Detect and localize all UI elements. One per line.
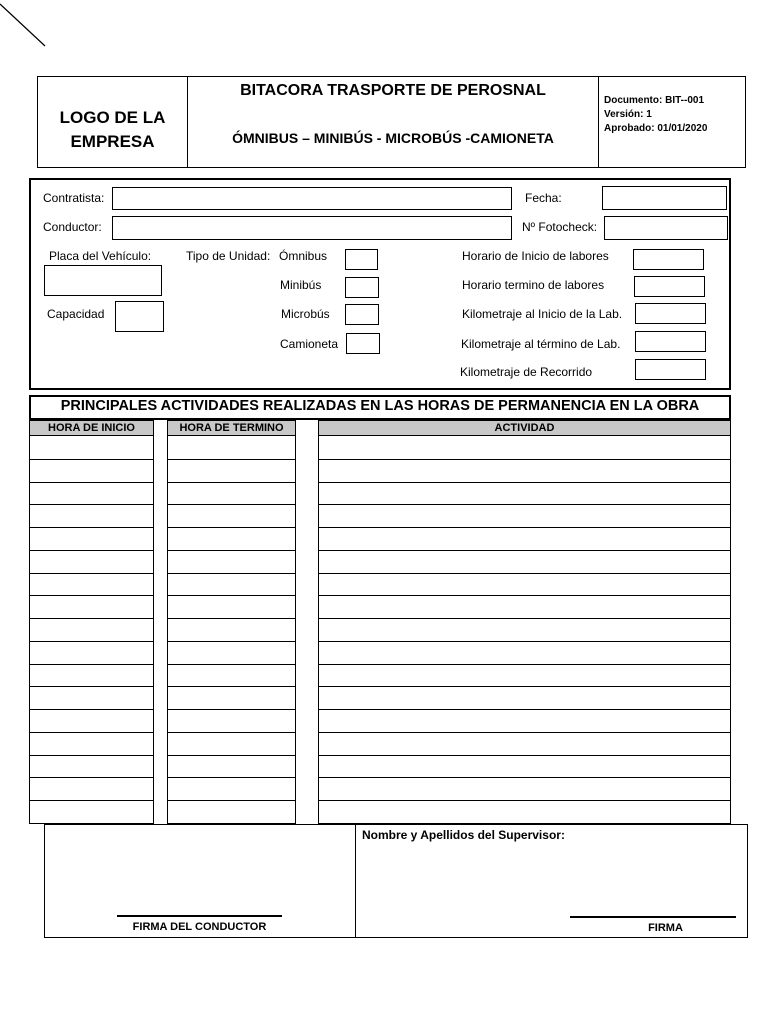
camioneta-label: Camioneta — [280, 337, 339, 351]
activity-cell[interactable] — [29, 801, 154, 824]
omnibus-label: Ómnibus — [279, 249, 328, 263]
tipo-unidad-label: Tipo de Unidad: — [186, 249, 271, 263]
activity-cell[interactable] — [318, 642, 731, 665]
activity-cell[interactable] — [167, 483, 296, 506]
horario-termino-field[interactable] — [634, 276, 705, 297]
activity-cell[interactable] — [29, 733, 154, 756]
activity-cell[interactable] — [318, 574, 731, 597]
conductor-label: Conductor: — [43, 220, 102, 234]
microbus-label: Microbús — [281, 307, 330, 321]
col-header-hora-inicio: HORA DE INICIO — [29, 420, 154, 436]
activity-cell[interactable] — [167, 460, 296, 483]
activity-cell[interactable] — [29, 460, 154, 483]
activity-cell[interactable] — [318, 483, 731, 506]
capacidad-label: Capacidad — [47, 307, 105, 321]
activity-cell[interactable] — [167, 687, 296, 710]
activity-cell[interactable] — [318, 778, 731, 801]
document-title: BITACORA TRASPORTE DE PEROSNAL — [240, 82, 546, 99]
km-inicio-field[interactable] — [635, 303, 706, 324]
activity-cell[interactable] — [29, 596, 154, 619]
activity-cell[interactable] — [318, 551, 731, 574]
activity-cell[interactable] — [29, 665, 154, 688]
activity-cell[interactable] — [167, 619, 296, 642]
activity-cell[interactable] — [29, 483, 154, 506]
activity-cell[interactable] — [167, 437, 296, 460]
activity-cell[interactable] — [318, 460, 731, 483]
camioneta-checkbox[interactable] — [346, 333, 380, 354]
activity-cell[interactable] — [29, 778, 154, 801]
firma-label: FIRMA — [648, 922, 683, 934]
activity-cell[interactable] — [167, 528, 296, 551]
activity-cell[interactable] — [167, 505, 296, 528]
horario-inicio-field[interactable] — [633, 249, 704, 270]
fotocheck-field[interactable] — [604, 216, 728, 240]
activity-cell[interactable] — [318, 801, 731, 824]
activity-cell[interactable] — [29, 574, 154, 597]
activity-cell[interactable] — [167, 596, 296, 619]
placa-field[interactable] — [44, 265, 162, 296]
activity-cell[interactable] — [167, 642, 296, 665]
supervisor-signature-line — [570, 916, 736, 918]
activity-cell[interactable] — [29, 756, 154, 779]
activity-cell[interactable] — [167, 778, 296, 801]
activity-cell[interactable] — [29, 710, 154, 733]
horario-inicio-label: Horario de Inicio de labores — [462, 249, 609, 263]
contratista-field[interactable] — [112, 187, 512, 210]
activity-cell[interactable] — [167, 710, 296, 733]
activity-cell[interactable] — [167, 574, 296, 597]
firma-conductor-label: FIRMA DEL CONDUCTOR — [132, 921, 267, 933]
activity-cell[interactable] — [29, 437, 154, 460]
placa-label: Placa del Vehículo: — [49, 249, 152, 263]
document-code: Documento: BIT--001 — [604, 95, 705, 106]
activity-cell[interactable] — [167, 551, 296, 574]
fecha-label: Fecha: — [525, 191, 562, 205]
activity-cell[interactable] — [318, 756, 731, 779]
conductor-field[interactable] — [112, 216, 512, 240]
activity-cell[interactable] — [318, 710, 731, 733]
microbus-checkbox[interactable] — [345, 304, 379, 325]
km-recorrido-field[interactable] — [635, 359, 706, 380]
fecha-field[interactable] — [602, 186, 727, 210]
km-termino-field[interactable] — [635, 331, 706, 352]
km-recorrido-label: Kilometraje de Recorrido — [460, 365, 593, 379]
activity-cell[interactable] — [167, 733, 296, 756]
col-header-actividad: ACTIVIDAD — [318, 420, 731, 436]
corner-diagonal-line — [0, 0, 50, 50]
conductor-signature-line — [117, 915, 282, 917]
activity-cell[interactable] — [29, 642, 154, 665]
minibus-checkbox[interactable] — [345, 277, 379, 298]
activity-cell[interactable] — [29, 687, 154, 710]
activity-cell[interactable] — [318, 505, 731, 528]
km-termino-label: Kilometraje al término de Lab. — [461, 337, 621, 351]
km-inicio-label: Kilometraje al Inicio de la Lab. — [462, 307, 623, 321]
activity-cell[interactable] — [318, 665, 731, 688]
capacidad-field[interactable] — [115, 301, 164, 332]
activity-cell[interactable] — [29, 505, 154, 528]
activity-cell[interactable] — [318, 687, 731, 710]
document-approved-date: Aprobado: 01/01/2020 — [604, 123, 708, 134]
document-version: Versión: 1 — [604, 109, 652, 120]
col-header-hora-termino: HORA DE TERMINO — [167, 420, 296, 436]
activity-cell[interactable] — [167, 801, 296, 824]
activity-cell[interactable] — [318, 733, 731, 756]
company-logo-placeholder: LOGO DE LA EMPRESA — [59, 108, 166, 151]
activity-cell[interactable] — [29, 551, 154, 574]
omnibus-checkbox[interactable] — [345, 249, 378, 270]
horario-termino-label: Horario termino de labores — [462, 278, 605, 292]
activity-cell[interactable] — [29, 528, 154, 551]
fotocheck-label: Nº Fotocheck: — [522, 220, 598, 234]
document-subtitle: ÓMNIBUS – MINIBÚS - MICROBÚS -CAMIONETA — [232, 130, 554, 146]
contratista-label: Contratista: — [43, 191, 105, 205]
activity-cell[interactable] — [167, 756, 296, 779]
activities-title: PRINCIPALES ACTIVIDADES REALIZADAS EN LAS HORAS DE PERMANENCIA EN LA OBRA — [60, 398, 700, 414]
activity-cell[interactable] — [29, 619, 154, 642]
minibus-label: Minibús — [280, 278, 322, 292]
activity-cell[interactable] — [318, 619, 731, 642]
activity-cell[interactable] — [318, 528, 731, 551]
activity-cell[interactable] — [167, 665, 296, 688]
activity-cell[interactable] — [318, 596, 731, 619]
activity-cell[interactable] — [318, 437, 731, 460]
supervisor-name-label: Nombre y Apellidos del Supervisor: — [362, 828, 565, 842]
